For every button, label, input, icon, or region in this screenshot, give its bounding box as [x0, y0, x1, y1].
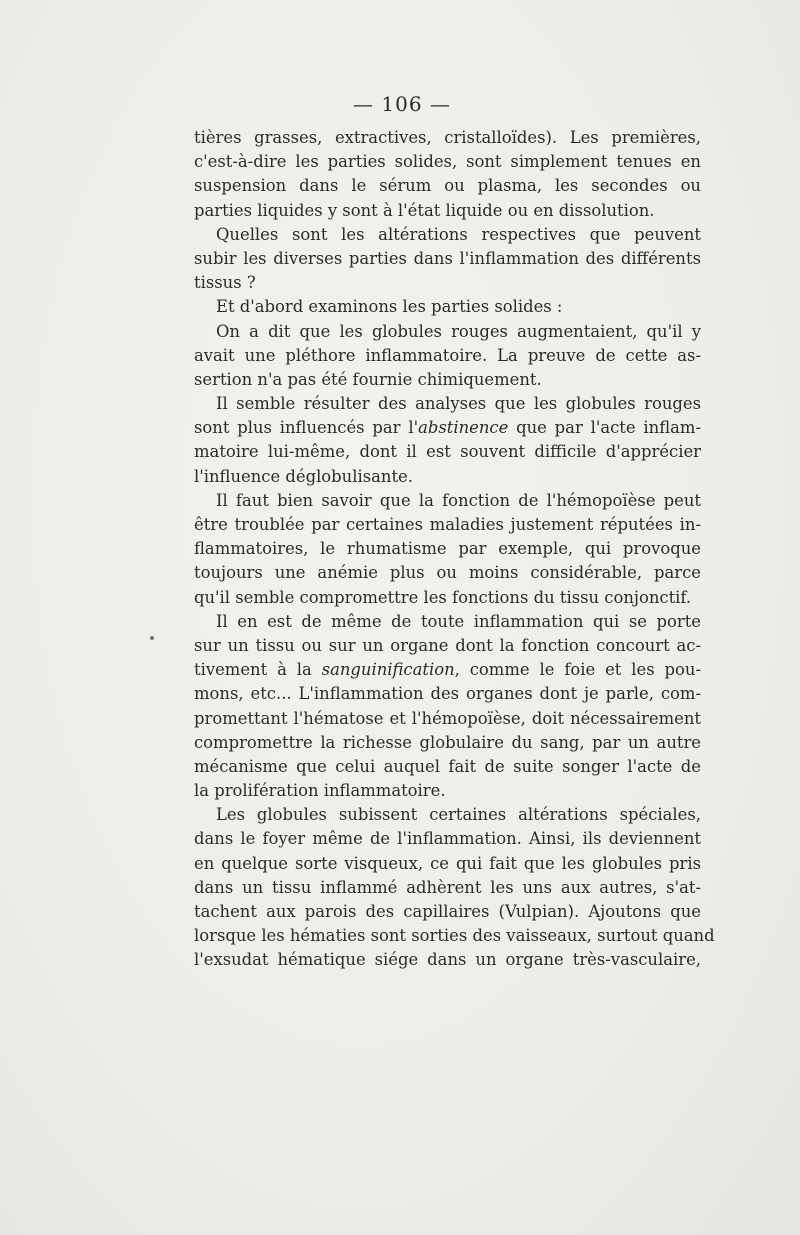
page-number: — 106 — — [353, 92, 451, 116]
text-segment: que par l'acte inflam- — [508, 418, 701, 438]
text-line: être troublée par certaines maladies justement réputées in- — [194, 515, 701, 534]
text-line: mons, etc... L'inflammation des organes dont je parle, com- — [194, 684, 701, 704]
body-text — [194, 126, 715, 973]
text-line: Il en est de même de toute inflammation qui se porte — [216, 611, 701, 631]
text-line: c'est-à-dire les parties solides, sont simplement tenues en — [194, 152, 701, 172]
paper-speck — [150, 636, 154, 640]
text-line: tissus ? — [194, 273, 256, 293]
text-line: qu'il semble compromettre les fonctions du tissu conjonctif. — [194, 587, 692, 607]
text-line: mécanisme que celui auquel fait de suite songer l'acte de — [194, 756, 701, 776]
text-line: toujours une anémie plus ou moins considérable, parce — [194, 563, 701, 583]
text-line: sur un tissu ou sur un organe dont la fonction concourt ac- — [194, 635, 701, 655]
text-line: suspension dans le sérum ou plasma, les secondes ou — [194, 176, 701, 196]
text-line: Et d'abord examinons les parties solides : — [216, 297, 563, 317]
text-line: dans le foyer même de l'inflammation. Ainsi, ils deviennent — [194, 829, 701, 849]
text-line: compromettre la richesse globulaire du sang, par un autre — [194, 732, 701, 752]
text-line: Il faut bien savoir que la fonction de l'hémopoïèse peut — [216, 490, 701, 510]
text-line: subir les diverses parties dans l'inflammation des différents — [194, 248, 701, 268]
italic-term: sanguinification — [321, 660, 455, 680]
text-line: tières grasses, extractives, cristalloïdes). Les premières, — [194, 128, 701, 147]
text-line: flammatoires, le rhumatisme par exemple, qui provoque — [194, 539, 701, 559]
text-line: l'influence déglobulisante. — [194, 466, 413, 486]
text-line: Les globules subissent certaines altérations spéciales, — [216, 805, 701, 825]
text-line: lorsque les hématies sont sorties des vaisseaux, surtout quand — [194, 926, 715, 946]
text-line: dans un tissu inflammé adhèrent les uns aux autres, s'at- — [194, 877, 701, 897]
text-line: la prolifération inflammatoire. — [194, 781, 446, 801]
text-line: avait une pléthore inflammatoire. La preuve de cette as- — [194, 345, 701, 365]
text-line: On a dit que les globules rouges augmentaient, qu'il y — [216, 321, 701, 341]
text-line: tachent aux parois des capillaires (Vulpian). Ajoutons que — [194, 902, 701, 921]
text-line: matoire lui-même, dont il est souvent difficile d'apprécier — [194, 442, 701, 462]
text-line — [194, 416, 701, 440]
text-segment: sont plus influencés par l' — [194, 418, 419, 438]
text-segment: tivement à la — [194, 660, 322, 680]
text-line: promettant l'hématose et l'hémopoïèse, doit nécessairement — [194, 708, 701, 728]
text-segment: , comme le foie et les pou- — [454, 660, 702, 680]
italic-term: abstinence — [418, 418, 509, 438]
text-line: en quelque sorte visqueux, ce qui fait que les globules pris — [194, 853, 701, 873]
text-line: parties liquides y sont à l'état liquide ou en dissolution. — [194, 200, 655, 220]
text-line: Il semble résulter des analyses que les globules rouges — [216, 394, 701, 414]
text-line: Quelles sont les altérations respectives que peuvent — [216, 224, 701, 244]
text-line: sertion n'a pas été fournie chimiquement. — [194, 369, 542, 389]
text-line: l'exsudat hématique siége dans un organe très-vasculaire, — [194, 950, 701, 970]
text-line — [194, 658, 701, 682]
